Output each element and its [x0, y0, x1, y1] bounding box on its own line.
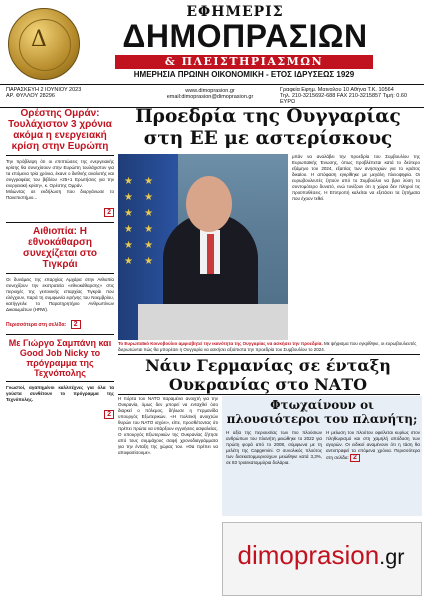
rich-story-title[interactable]: Φτωχαίνουν οι πλουσιότεροι του πλανήτη;	[226, 398, 418, 426]
divider	[6, 334, 114, 335]
rich-story-col1: Η αξία της περιουσίας των πιο πλούσιων ανθρώπων του πλανήτη μειώθηκε το 2022 για πρώτη φορά από το 2008, σύμφωνα με τη μελέτη της Capgemini. Ο συνολικός πλούτος των δισεκατομμυριούχων μειώθηκε κατά 3,3%, σε 83 τρισεκατομμύρια δολάρια.	[226, 430, 322, 465]
address-block	[280, 87, 420, 105]
story-technopolis-title[interactable]: Με Γιώργο Σαμπάνη και Good Job Nicky το πρόγραμμα της Τεχνόπολης	[8, 338, 112, 378]
main-headline[interactable]: Προεδρία της Ουγγαρίας στη ΕΕ με αστερίσκους	[135, 106, 401, 149]
divider	[6, 273, 114, 274]
photo-caption	[118, 341, 418, 353]
coin-logo-mark: Δ	[31, 27, 47, 52]
ad-brand-name: dimoprasion	[237, 540, 380, 570]
story-ethiopia-page[interactable]: 2	[71, 320, 81, 329]
masthead-title: ΔΗΜΟΠΡΑΣΙΩΝ	[122, 18, 368, 54]
masthead	[0, 0, 424, 84]
website-block	[160, 88, 260, 100]
ad-brand-tld: .gr	[379, 544, 405, 569]
issue-number: ΑΡ. ΦΥΛΛΟΥ 28296	[6, 93, 55, 99]
divider	[6, 222, 114, 223]
main-photo	[118, 154, 288, 340]
ad-banner-text[interactable]	[222, 540, 420, 571]
phone-price: Τηλ. 210-3215692-688 FAX 210-3215857 Τιμή: 0.60 ΕΥΡΩ	[280, 93, 408, 105]
divider	[118, 354, 420, 355]
rich-story-col2	[326, 430, 420, 462]
podium	[138, 304, 288, 340]
issue-date: ΠΑΡΑΣΚΕΥΗ 2 ΙΟΥΝΙΟΥ 2023	[6, 87, 82, 93]
eu-stars-icon: ★ ★ ★ ★ ★ ★ ★ ★ ★ ★ ★ ★	[124, 176, 158, 267]
second-headline[interactable]: Νάιν Γερμανίας σε ένταξη Ουκρανίας στο ΝΑΤΟ	[145, 356, 391, 394]
story-ethiopia-more: Περισσότερα στη σελίδα:	[6, 322, 67, 328]
left-column	[6, 108, 114, 421]
info-bar	[0, 84, 424, 108]
divider	[6, 155, 114, 156]
nato-story-text: Η πόρτα του ΝΑΤΟ παραμένει ανοιχτή για την Ουκρανία, όμως δεν μπορεί να ενταχθεί όσο διαρκεί ο πόλεμος, δήλωσε η Γερμανίδα υπουργός Εξωτερικών. «Η πολιτική ανοιχτών θυρών του ΝΑΤΟ ισχύει», είπε, προσθέτοντας ότι πρέπει πρώτα να υπάρξουν εγγυήσεις ασφαλείας. Ο υπουργός Εξωτερικών της Ουκρανίας ζήτησε από τους συμμάχους σαφή χρονοδιαγράμματα για την ένταξη της χώρας του. «Θα πρέπει να αποφασίσουμε».	[118, 396, 218, 455]
story-orban-more: Μιλώντας σε εκδήλωση που διοργάνωσε το Πανεπιστήμιο...	[6, 189, 114, 200]
website-link[interactable]: www.dimoprasion.gr	[185, 88, 235, 94]
story-orban-text: Την πρόβλεψη ότι οι επιπτώσεις της ενεργειακής κρίσης θα συνεχίσουν στην Ευρώπη τουλάχιστον για τα επόμενα τρία χρόνια, έκανε ο διεθνής αναλυτής και συγγραφέας του βιβλίου «25+1 Ερωτήσεις για την ενεργειακή κρίση», κ. Ορέστης Ομράν.	[6, 159, 114, 188]
rich-story-page[interactable]: 2	[350, 454, 360, 462]
masthead-top-label: ΕΦΗΜΕΡΙΣ	[186, 4, 284, 20]
photo-caption-text: Με ψήφισμα που εγκρίθηκε, οι ευρωβουλευτές διερωτώνται πώς θα μπορέσει η Ουγγαρία να ασκήσει αξιόπιστα την προεδρία του Συμβουλίου το 2024.	[118, 341, 417, 352]
story-technopolis-text: Γνωστοί, αγαπημένοι καλλιτέχνες για όλα τα γούστα συνθέτουν το πρόγραμμα της Τεχνόπολης.	[6, 385, 114, 402]
masthead-subtitle: & ΠΛΕΙΣΤΗΡΙΑΣΜΩΝ	[115, 55, 373, 69]
main-story-text: μπάν να αναλάβει την προεδρία του Συμβουλίου της Ευρωπαϊκής Ένωσης, όπως προβλέπεται κατά το δεύτερο εξάμηνο του 2024, εξαιτίας των ανησυχιών για το κράτος δικαίου. Η απόφαση εγκρίθηκε με μεγάλη πλειοψηφία. Οι ευρωβουλευτές ζητούν από το Συμβούλιο να βρει λύση το συντομότερο δυνατό, ενώ τονίζουν ότι η χώρα δεν πληροί τις προϋποθέσεις. Η Επιτροπή καλείται να εξετάσει τα ζητήματα που έχουν τεθεί.	[292, 154, 420, 201]
story-ethiopia-text: Οι δυνάμεις της επαρχίας Αμχάρα στην Αιθιοπία συνεχίζουν την εκστρατεία «εθνοκάθαρσης» στις περιοχές της γειτονικής επαρχίας Τιγκράι που ελέγχουν, παρά τη συμφωνία ειρήνης του Νοεμβρίου, κατήγγειλε το Παρατηρητήριο Ανθρωπίνων Δικαιωμάτων (HRW).	[6, 277, 114, 312]
coin-logo-icon	[8, 8, 80, 80]
photo-caption-lead: Το Ευρωπαϊκό Κοινοβούλιο αμφισβητεί την ικανότητα της Ουγγαρίας να ασκήσει την προεδρία.	[118, 341, 323, 346]
story-orban-page[interactable]: 2	[104, 208, 114, 217]
speaker-tie	[207, 234, 214, 274]
divider	[6, 381, 114, 382]
speaker-head	[186, 176, 232, 232]
story-technopolis-page[interactable]: 2	[104, 410, 114, 419]
rich-story-col2-text: Η μείωση του πλούτου οφείλεται κυρίως στον πληθωρισμό και στη χαμηλή απόδοση των αγορών. Οι ειδικοί αναμένουν ότι η τάση θα αντιστραφεί τα επόμενα χρόνια. Περισσότερα στη σελίδα:	[326, 430, 420, 460]
story-orban-title[interactable]: Ορέστης Ομράν: Τουλάχιστον 3 χρόνια ακόμα η ενεργειακή κρίση στην Ευρώπη	[8, 108, 112, 152]
divider	[118, 394, 420, 395]
masthead-tagline: ΗΜΕΡΗΣΙΑ ΠΡΩΙΝΗ ΟΙΚΟΝΟΜΙΚΗ - ΕΤΟΣ ΙΔΡΥΣΕΩΣ 1929	[133, 70, 355, 79]
date-issue-block	[6, 87, 116, 99]
office-address: Γραφεία Εφημ. Μαιναλου 10 Αθήνα Τ.Κ. 10564	[280, 87, 394, 93]
email-link[interactable]: email:dimoprasion@dimoprasion.gr	[166, 94, 254, 100]
story-ethiopia-title[interactable]: Αιθιοπία: Η εθνοκάθαρση συνεχίζεται στο Τιγκράι	[23, 226, 97, 270]
